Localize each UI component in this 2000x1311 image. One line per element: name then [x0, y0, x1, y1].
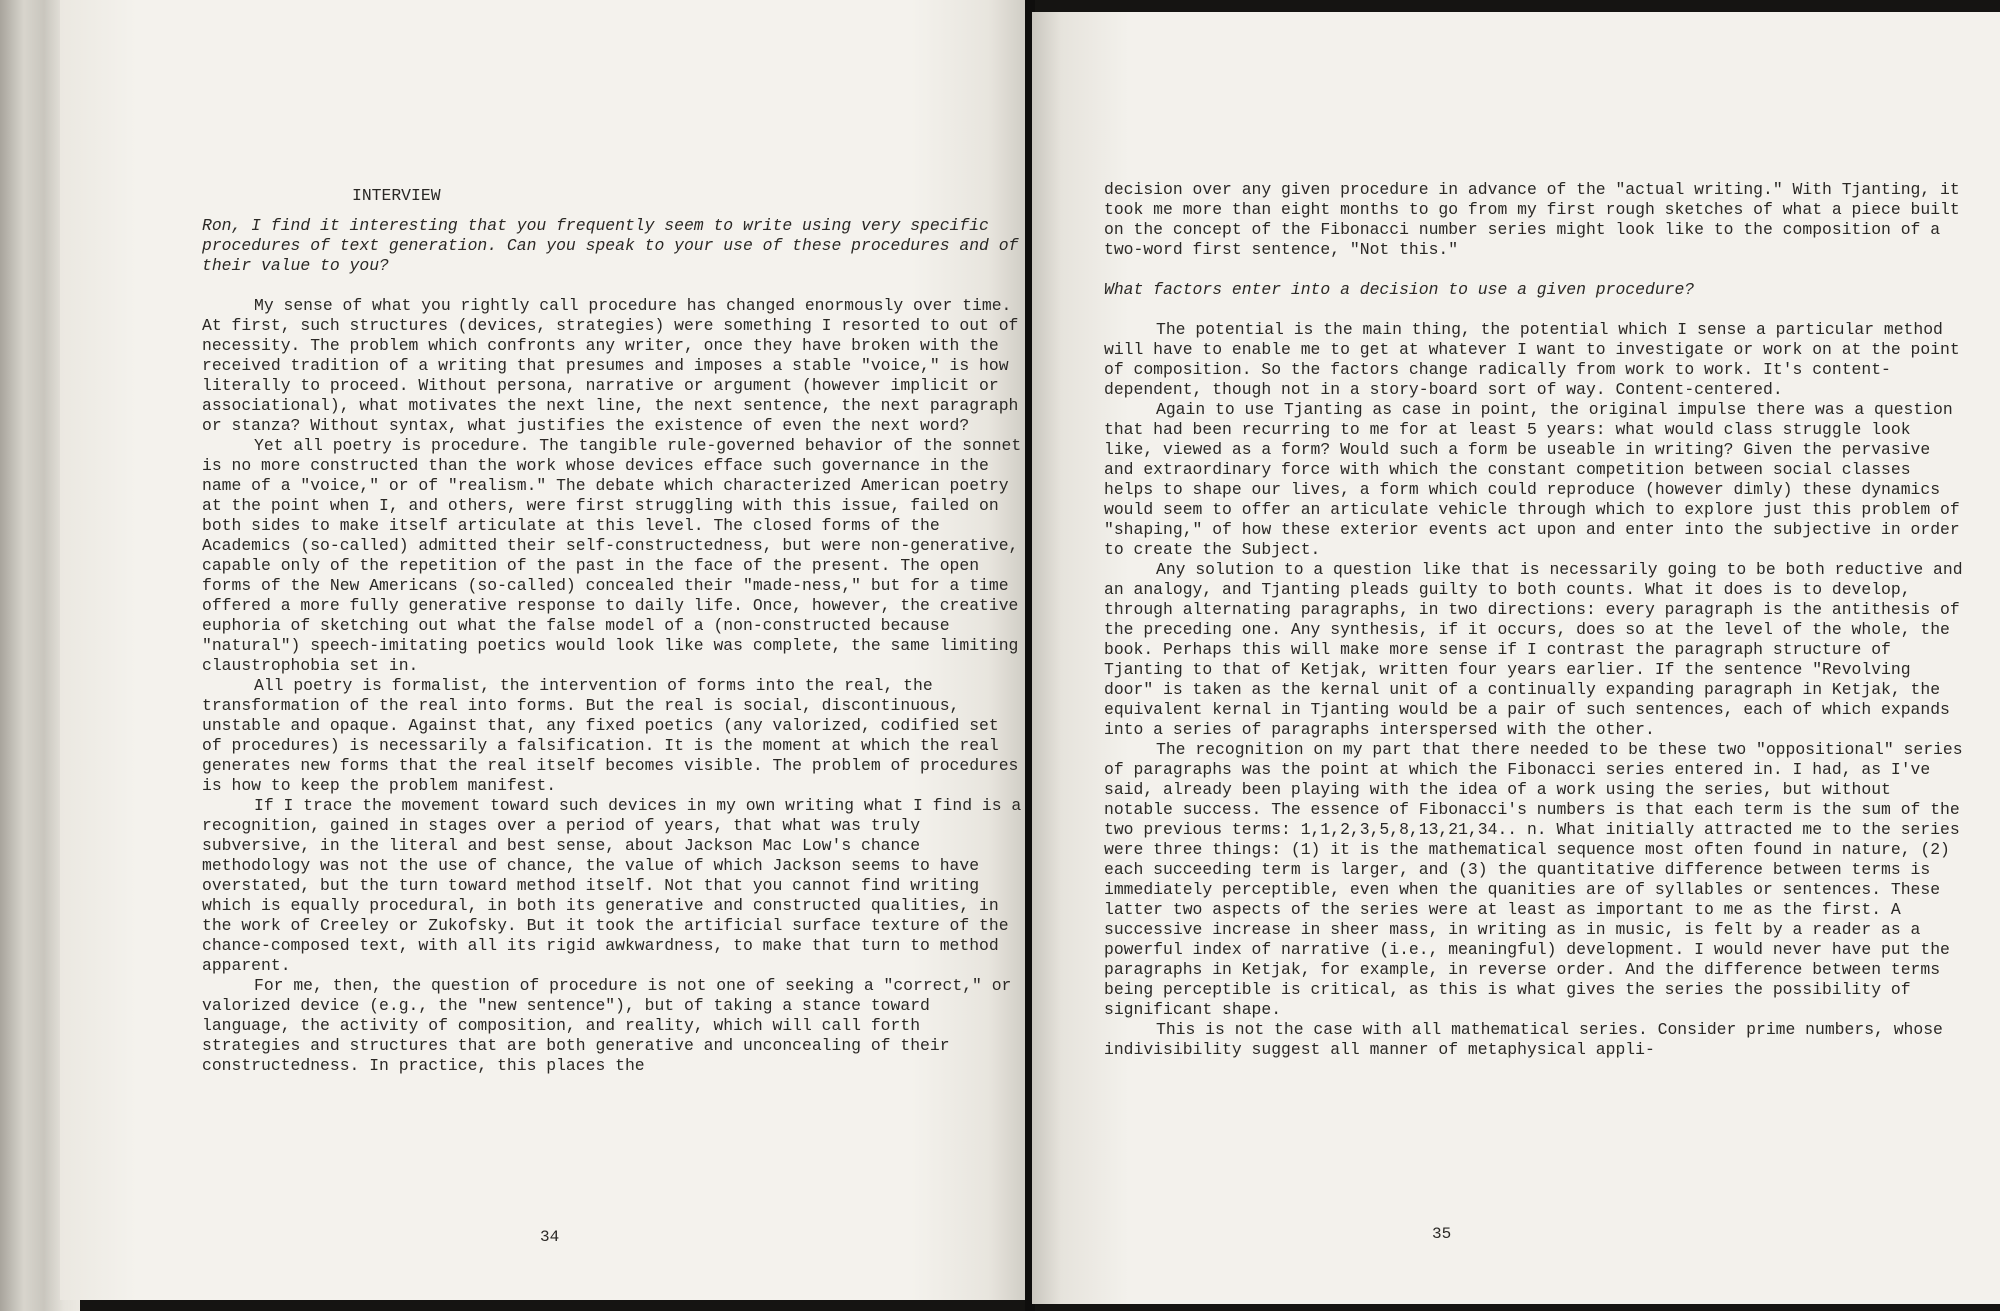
paragraph: The recognition on my part that there needed to be these two "oppositional" series of paragraphs was the point at which the Fibonacci series entered in. I had, as I've said, already been playing with the idea of a work using the series, but without notable success. The essence of Fibonacci's numbers is that each term is the sum of the two previous terms: 1,1,2,3,5,8,13,21,34.. n. What initially attracted me to the series were three things: (1) it is the mathematical sequence most often found in nature, (2) each succeeding term is larger, and (3) the quantitative difference between terms is immediately perceptible, even when the quanities are of syllables or sentences. These latter two aspects of the series were at least as important to me as the first. A successive increase in sheer mass, in writing as in music, is felt by a reader as a powerful index of narrative (i.e., meaningful) development. I would never have put the paragraphs in Ketjak, for example, in reverse order. And the difference between terms being perceptible is critical, as this is what gives the series the possibility of significant shape.: [1104, 740, 1963, 1019]
paragraph: All poetry is formalist, the intervention of forms into the real, the transformation of the real into forms. But the real is social, discontinuous, unstable and opaque. Against that, any fixed poetics (any valorized, codified set of procedures) is necessarily a falsification. It is the moment at which the real generates new forms that the real itself becomes visible. The problem of procedures is how to keep the problem manifest.: [202, 676, 1019, 795]
interview-question: Ron, I find it interesting that you frequently seem to write using very specific procedures of text generation. Can you speak to your use of these procedures and of their value to you?: [202, 216, 1019, 275]
paragraph: My sense of what you rightly call procedure has changed enormously over time. At first, such structures (devices, strategies) were something I resorted to out of necessity. The problem which confronts any writer, once they have broken with the received tradition of a writing that presumes and imposes a stable "voice," is how literally to proceed. Without persona, narrative or argument (however implicit or associational), what motivates the next line, the next sentence, the next paragraph or stanza? Without syntax, what justifies the existence of even the next word?: [202, 296, 1019, 435]
paragraph: This is not the case with all mathematical series. Consider prime numbers, whose indivisibility suggest all manner of metaphysical appli-: [1104, 1020, 1943, 1059]
right-page-text: [1104, 180, 1964, 1060]
paragraph: For me, then, the question of procedure is not one of seeking a "correct," or valorized device (e.g., the "new sentence"), but of taking a stance toward language, the activity of composition, and reality, which will call forth strategies and structures that are both generative and unconcealing of their constructedness. In practice, this places the: [202, 976, 1012, 1075]
paragraph: Yet all poetry is procedure. The tangible rule-governed behavior of the sonnet is no more constructed than the work whose devices efface such governance in the name of a "voice," or of "realism." The debate which characterized American poetry at the point when I, and others, were first struggling with this issue, failed on both sides to make itself articulate at this level. The closed forms of the Academics (so-called) admitted their self-constructedness, but were non-generative, capable only of the repetition of the past in the face of the present. The open forms of the New Americans (so-called) concealed their "made-ness," but for a time offered a more fully generative response to daily life. Once, however, the creative euphoria of sketching out what the false model of a (non-constructed because "natural") speech-imitating poetics would look like was complete, the same limiting claustrophobia set in.: [202, 436, 1022, 675]
left-page: [60, 0, 1027, 1300]
paragraph: The potential is the main thing, the potential which I sense a particular method will have to enable me to get at whatever I want to investigate or work on at the point of composition. So the factors change radically from work to work. It's content-dependent, though not in a story-board sort of way. Content-centered.: [1104, 320, 1960, 399]
continued-paragraph: decision over any given procedure in advance of the "actual writing." With Tjanting, it took me more than eight months to go from my first rough sketches of what a piece built on the concept of the Fibonacci number series might look like to the composition of a two-word first sentence, "Not this.": [1104, 180, 1960, 259]
paragraph: Any solution to a question like that is necessarily going to be both reductive and an analogy, and Tjanting pleads guilty to both counts. What it does is to develop, through alternating paragraphs, in two directions: every paragraph is the antithesis of the preceding one. Any synthesis, if it occurs, does so at the level of the whole, the book. Perhaps this will make more sense if I contrast the paragraph structure of Tjanting to that of Ketjak, written four years earlier. If the sentence "Revolving door" is taken as the kernal unit of a continually expanding paragraph in Ketjak, the equivalent kernal in Tjanting would be a pair of such sentences, each of which expands into a series of paragraphs interspersed with the other.: [1104, 560, 1963, 739]
paragraph: Again to use Tjanting as case in point, the original impulse there was a question that had been recurring to me for at least 5 years: what would class struggle look like, viewed as a form? Would such a form be useable in writing? Given the pervasive and extraordinary force with which the constant competition between social classes helps to shape our lives, a form which could reproduce (however dimly) these dynamics would seem to offer an articulate vehicle through which to explore just this problem of "shaping," of how these exterior events act upon and enter into the subjective in order to create the Subject.: [1104, 400, 1960, 559]
page-number: 35: [1432, 1225, 1452, 1243]
right-page: [1032, 12, 2000, 1304]
interview-question: What factors enter into a decision to use a given procedure?: [1104, 280, 1695, 299]
section-heading: INTERVIEW: [352, 186, 441, 205]
page-number: 34: [540, 1228, 560, 1246]
paragraph: If I trace the movement toward such devices in my own writing what I find is a recognition, gained in stages over a period of years, that what was truly subversive, in the literal and best sense, about Jackson Mac Low's chance methodology was not the use of chance, the value of which Jackson seems to have overstated, but the turn toward method itself. Not that you cannot find writing which is equally procedural, in both its generative and constructed qualities, in the work of Creeley or Zukofsky. But it took the artificial surface texture of the chance-composed text, with all its rigid awkwardness, to make that turn to method apparent.: [202, 796, 1022, 975]
left-page-text: [202, 180, 1022, 1076]
